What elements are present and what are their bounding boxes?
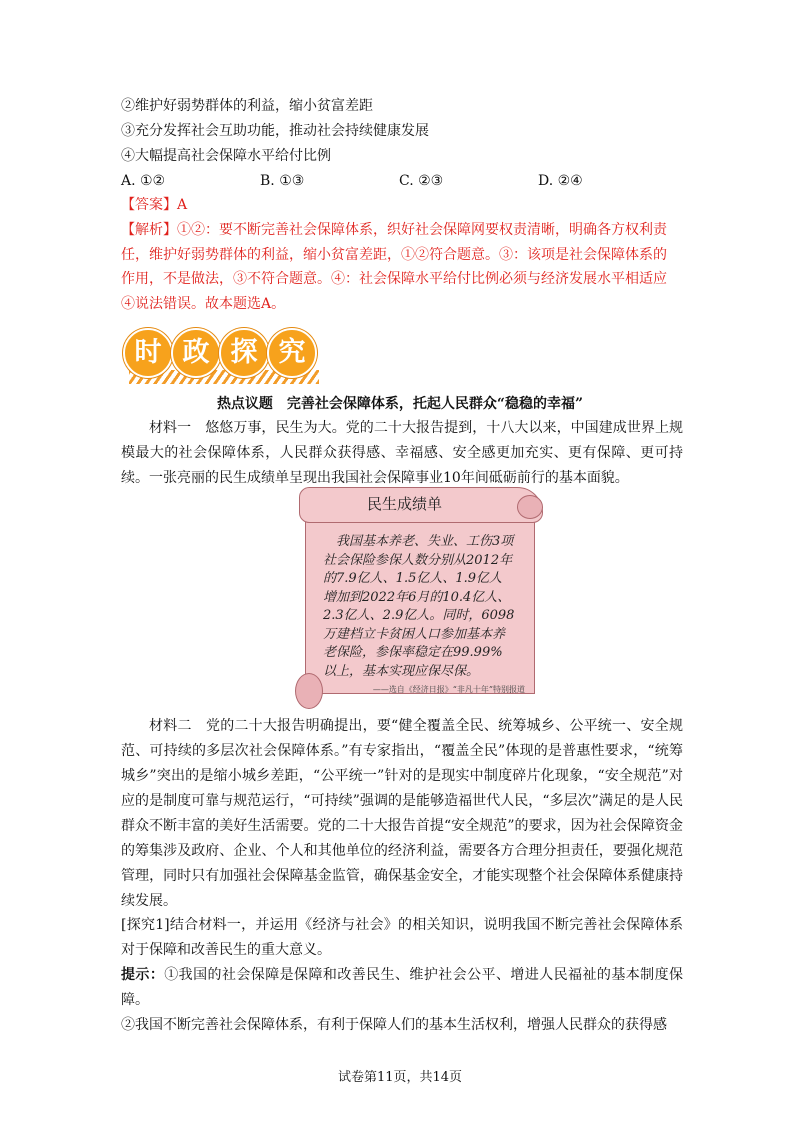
scroll-heading: 民生成绩单 [367, 495, 443, 513]
scroll-bottom-curl [295, 673, 323, 709]
analysis-line-4: ④说法错误。故本题选A。 [121, 295, 286, 312]
option-item-4: ④大幅提高社会保障水平给付比例 [121, 148, 331, 164]
analysis-block [121, 218, 683, 316]
scroll-card [295, 487, 545, 709]
answer-options [121, 171, 583, 191]
page-footer: 试卷第11页，共14页 [337, 1070, 463, 1085]
option-a: A. ①② [121, 173, 166, 189]
analysis-line-2: 任，维护好弱势群体的利益，缩小贫富差距，①②符合题意。③：该项是社会保障体系的 [121, 246, 667, 263]
badge-char-4: 究 [267, 328, 317, 378]
scroll-body: 我国基本养老、失业、工伤3项社会保险参保人数分别从2012年的7.9亿人、1.5亿人、1.9亿人增加到2022年6月的10.4亿人、2.3亿人、2.9亿人。同时，6098万建档立卡贫困人口参加基本养老保险，参保率稳定在99.99%以上，基本实现应保尽保。 [323, 534, 515, 679]
badge-char-2: 政 [171, 328, 221, 378]
option-item-3: ③充分发挥社会互助功能，推动社会持续健康发展 [121, 123, 429, 139]
explore-question-1: [探究1]结合材料一，并运用《经济与社会》的相关知识，说明我国不断完善社会保障体系对于保障和改善民生的重大意义。 [121, 917, 683, 958]
badge-char-3: 探 [219, 328, 269, 378]
badge-char-1: 时 [123, 328, 173, 378]
option-b: B. ①③ [260, 173, 305, 189]
scroll-right-curl [517, 495, 543, 519]
option-d: D. ②④ [538, 173, 583, 189]
hint-block [121, 963, 683, 1038]
analysis-line-3: 作用，不是做法，③不符合题意。④：社会保障水平给付比例必须与经济发展水平相适应 [121, 271, 667, 287]
hotspot-title: 热点议题 完善社会保障体系，托起人民群众“稳稳的幸福” [216, 396, 584, 412]
hint-point-2: ②我国不断完善社会保障体系，有利于保障人们的基本生活权利，增强人民群众的获得感 [121, 1017, 667, 1033]
option-item-2: ②维护好弱势群体的利益，缩小贫富差距 [121, 98, 373, 114]
scroll-source: ——选自《经济日报》“非凡十年”特别报道 [372, 685, 525, 694]
hint-label: 提示： [121, 967, 165, 983]
option-c: C. ②③ [399, 173, 444, 189]
hint-point-1: ①我国的社会保障是保障和改善民生、维护社会公平、增进人民福祉的基本制度保障。 [121, 967, 684, 1008]
current-affairs-badge [121, 322, 321, 382]
material-one: 材料一 悠悠万事，民生为大。党的二十大报告提到，十八大以来，中国建成世界上规模最大的社会保障体系，人民群众获得感、幸福感、安全感更加充实、更有保障、更可持续。一张亮丽的民生成绩单呈现出我国社会保障事业10年间砥砺前行的基本面貌。 [121, 420, 683, 486]
analysis-label: 【解析】 [121, 222, 177, 238]
analysis-line-1: ①②：要不断完善社会保障体系，织好社会保障网要权责清晰，明确各方权利责 [177, 222, 667, 238]
answer-line: 【答案】A [121, 197, 188, 213]
material-two: 材料二 党的二十大报告明确提出，要“健全覆盖全民、统筹城乡、公平统一、安全规范、可持续的多层次社会保障体系。”有专家指出，“覆盖全民”体现的是普惠性要求，“统筹城乡”突出的是缩小城乡差距，“公平统一”针对的是现实中制度碎片化现象，“安全规范”对应的是制度可靠与规范运行，“可持续”强调的是能够造福世代人民，“多层次”满足的是人民群众不断丰富的美好生活需要。党的二十大报告首提“安全规范”的要求，因为社会保障资金的筹集涉及政府、企业、个人和其他单位的经济利益，需要各方合理分担责任，要强化规范管理，同时只有加强社会保障基金监管，确保基金安全，才能实现整个社会保障体系健康持续发展。 [121, 718, 683, 909]
